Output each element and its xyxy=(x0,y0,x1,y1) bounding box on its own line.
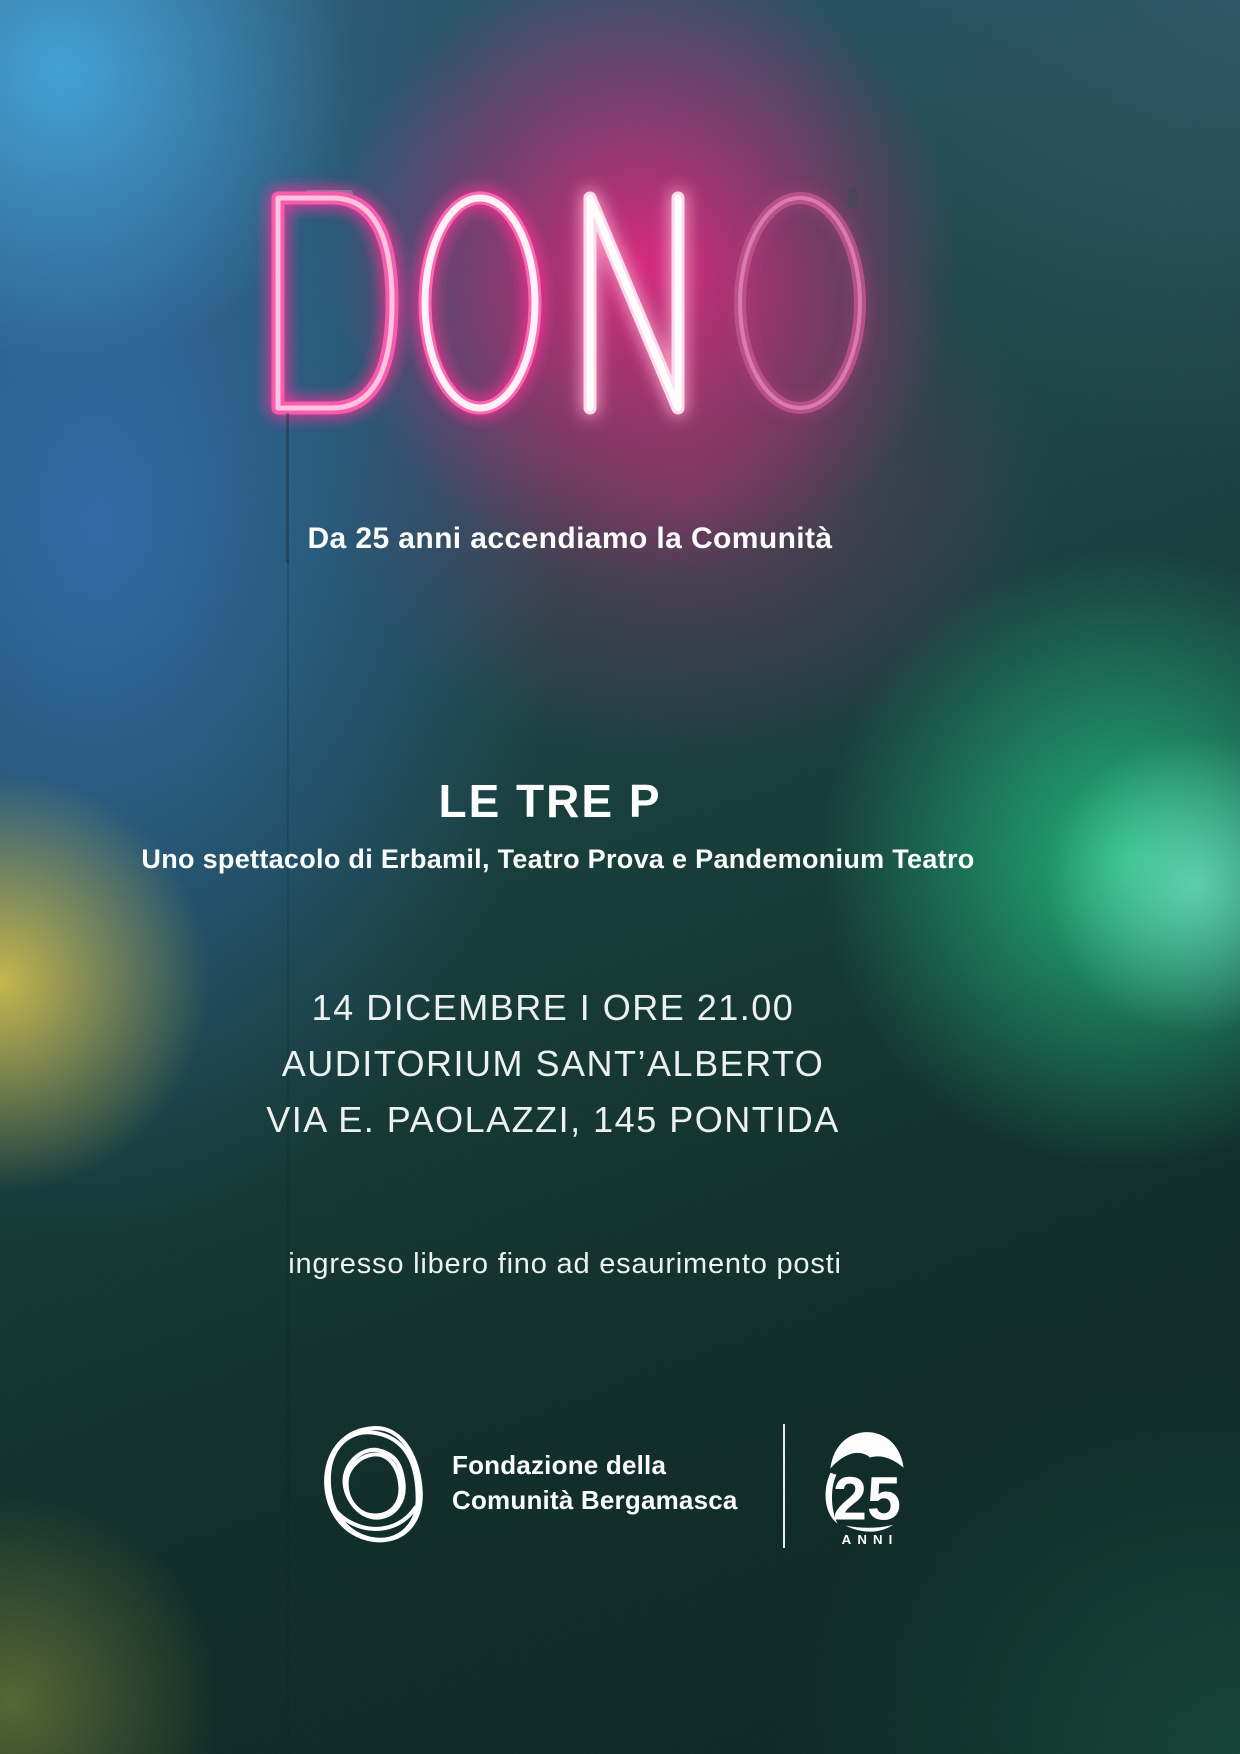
organization-name-line1: Fondazione della xyxy=(452,1450,667,1480)
event-address: VIA E. PAOLAZZI, 145 PONTIDA xyxy=(266,1099,840,1140)
event-date-time: 14 DICEMBRE I ORE 21.00 xyxy=(311,987,795,1028)
event-details xyxy=(0,980,1106,1148)
organization-name xyxy=(452,1448,738,1518)
show-title: LE TRE P xyxy=(438,775,662,827)
anniversary-label: ANNI xyxy=(841,1531,899,1547)
wall-corner-line xyxy=(287,560,289,1754)
show-subtitle: Uno spettacolo di Erbamil, Teatro Prova e Pandemonium Teatro xyxy=(141,844,975,874)
footer-divider xyxy=(783,1424,785,1548)
anniversary-25-icon xyxy=(816,1428,920,1548)
neon-sign-dono-icon xyxy=(250,168,890,418)
foundation-scribble-logo-icon xyxy=(316,1420,430,1550)
tagline: Da 25 anni accendiamo la Comunità xyxy=(307,522,833,555)
admission-note: ingresso libero fino ad esaurimento posti xyxy=(288,1248,842,1280)
event-venue: AUDITORIUM SANT’ALBERTO xyxy=(281,1043,825,1084)
neon-sign-text xyxy=(0,0,1,1)
neon-clip xyxy=(848,188,857,208)
anniversary-number: 25 xyxy=(833,1464,901,1533)
organization-name-line2: Comunità Bergamasca xyxy=(452,1485,738,1515)
